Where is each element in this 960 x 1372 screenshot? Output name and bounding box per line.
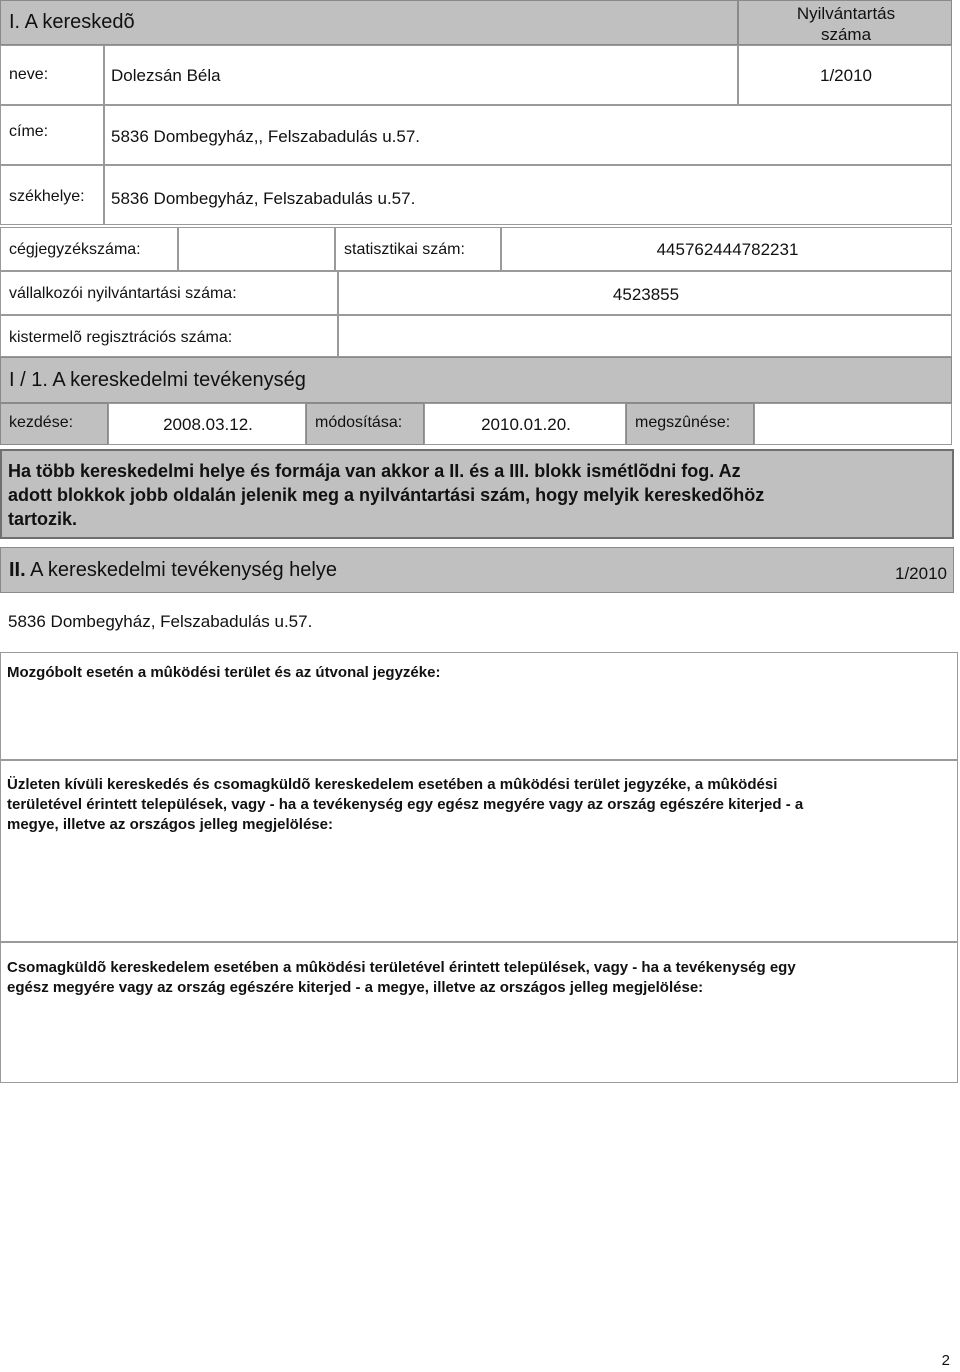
end-value-cell [754,403,952,445]
address-label: címe: [9,123,49,140]
seat-label: székhelye: [9,188,85,205]
mail-order-box [0,942,958,1083]
name-value: Dolezsán Béla [111,66,221,85]
address-value: 5836 Dombegyház,, Felszabadulás u.57. [111,127,421,146]
section1-header [0,0,738,45]
modified-value: 2010.01.20. [481,415,571,434]
address-value-cell [104,105,952,165]
stat-label: statisztikai szám: [344,241,465,258]
section2-title-rest: A kereskedelmi tevékenység helye [25,559,337,581]
start-label: kezdése: [9,414,74,431]
name-value-cell [104,45,738,105]
outside-store-box [0,760,958,942]
smallholder-label: kistermelõ regisztrációs száma: [9,329,233,346]
section2-header [0,547,954,593]
register-value-cell [738,45,952,105]
entrepreneur-value: 4523855 [612,285,680,304]
outside-store-line-2: területével érintett települések, vagy - ha a tevékenység egy egész megyére vagy az ország egészére kiterjed - a [7,796,804,813]
modified-value-cell [424,403,626,445]
start-value-cell [108,403,306,445]
address-label-cell [0,105,104,165]
name-label-cell [0,45,104,105]
section1-1-title: I / 1. A kereskedelmi tevékenység [9,369,306,391]
mail-order-line-2: egész megyére vagy az ország egészére kiterjed - a megye, illetve az országos jelleg megjelölése: [7,979,704,996]
name-label: neve: [9,66,49,83]
end-label: megszûnése: [635,414,731,431]
start-label-cell [0,403,108,445]
end-label-cell [626,403,754,445]
entrepreneur-value-cell [338,271,952,315]
section1-1-header [0,357,952,403]
seat-value-cell [104,165,952,225]
stat-label-cell [335,227,501,271]
seat-label-cell [0,165,104,225]
mobile-shop-label: Mozgóbolt esetén a mûködési terület és az útvonal jegyzéke: [7,664,441,681]
section2-title [9,559,337,582]
company-reg-value-cell [178,227,335,271]
smallholder-label-cell [0,315,338,357]
entrepreneur-label: vállalkozói nyilvántartási száma: [9,285,237,302]
section1-title: I. A kereskedõ [9,11,135,33]
modified-label-cell [306,403,424,445]
mobile-shop-box [0,652,958,760]
entrepreneur-label-cell [0,271,338,315]
register-number-header-label: Nyilvántartás száma [796,4,896,44]
stat-value-cell [501,227,952,271]
section2-title-prefix: II. [9,559,26,581]
register-value: 1/2010 [820,66,872,85]
modified-label: módosítása: [315,414,403,431]
stat-value: 445762444782231 [656,240,799,259]
seat-value: 5836 Dombegyház, Felszabadulás u.57. [111,189,416,208]
section2-register-value: 1/2010 [895,564,947,583]
register-number-header [738,0,952,45]
outside-store-line-3: megye, illetve az országos jelleg megjelölése: [7,816,333,833]
repeat-note-line-1: Ha több kereskedelmi helye és formája van akkor a II. és a III. blokk ismétlõdni fog. Az [8,461,741,481]
company-reg-label: cégjegyzékszáma: [9,241,141,258]
company-reg-label-cell [0,227,178,271]
smallholder-value-cell [338,315,952,357]
repeat-note-line-2: adott blokkok jobb oldalán jelenik meg a nyilvántartási szám, hogy melyik kereskedõhöz [8,485,765,505]
section2-address: 5836 Dombegyház, Felszabadulás u.57. [8,612,313,631]
start-value: 2008.03.12. [163,415,253,434]
page-number: 2 [941,1352,950,1369]
repeat-note [0,449,954,539]
outside-store-line-1: Üzleten kívüli kereskedés és csomagküldõ kereskedelem esetében a mûködési terület jegyzéke, a mûködési [7,776,778,793]
repeat-note-line-3: tartozik. [8,509,78,529]
mail-order-line-1: Csomagküldõ kereskedelem esetében a mûködési területével érintett települések, vagy - ha a tevékenység egy [7,959,796,976]
